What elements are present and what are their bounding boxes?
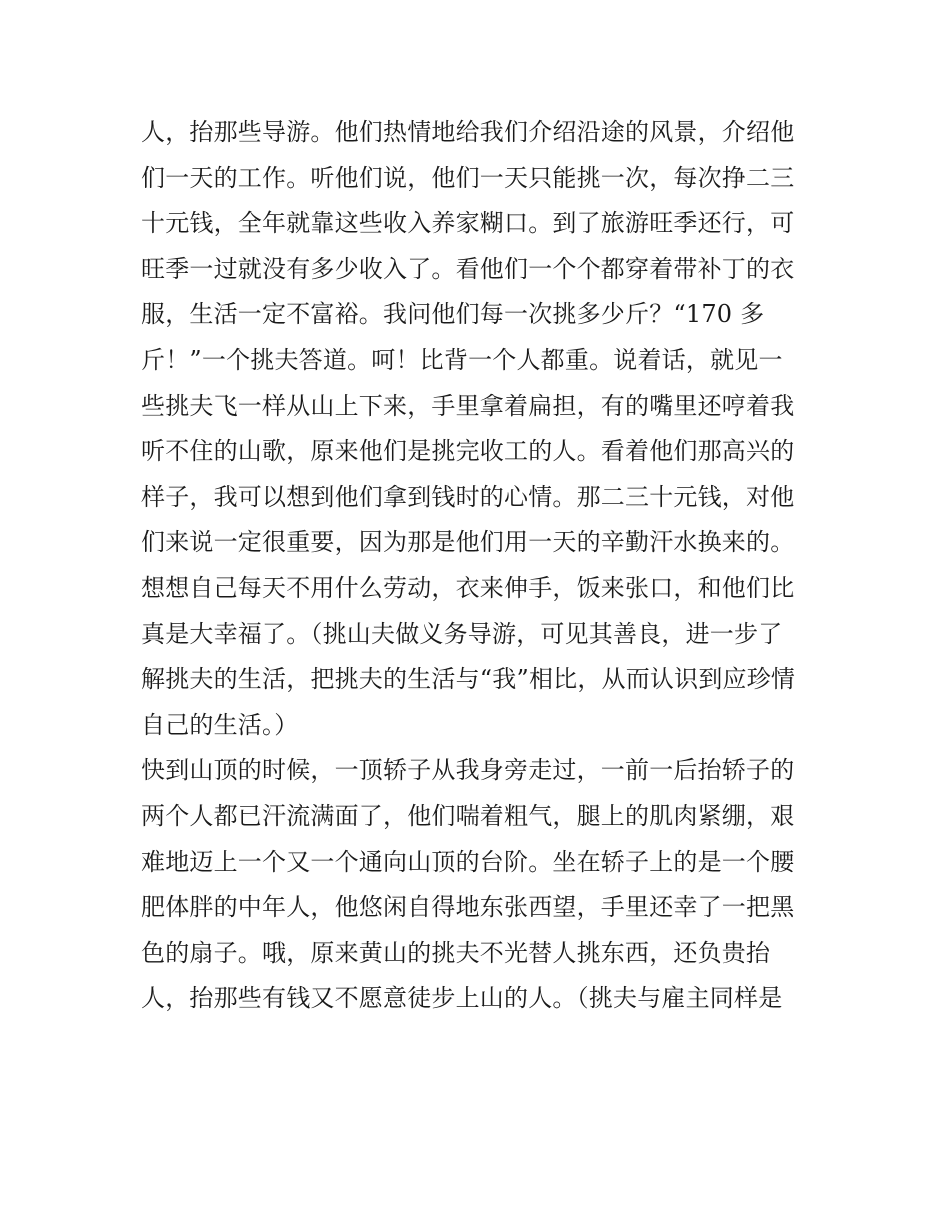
text-line: 服，生活一定不富裕。我问他们每一次挑多少斤？“170 多 — [141, 300, 765, 329]
text-line: 色的扇子。哦，原来黄山的挑夫不光替人挑东西，还负贵抬 — [141, 938, 771, 967]
text-line: 肥体胖的中年人，他悠闲自得地东张西望，手里还幸了一把黑 — [141, 893, 795, 922]
text-line: 们来说一定很重要，因为那是他们用一天的辛勤汗水换来的。 — [141, 528, 795, 557]
text-line: 听不住的山歌，原来他们是挑完收工的人。看着他们那高兴的 — [141, 437, 795, 466]
text-line: 快到山顶的时候，一顶轿子从我身旁走过，一前一后抬轿子的 — [141, 756, 795, 785]
text-line: 想想自己每天不用什么劳动，衣来伸手，饭来张口，和他们比 — [141, 573, 795, 602]
text-line: 解挑夫的生活，把挑夫的生活与“我”相比，从而认识到应珍情 — [141, 665, 796, 694]
text-line: 真是大幸福了。（挑山夫做义务导游，可见其善良，进一步了 — [141, 619, 783, 648]
text-line: 难地迈上一个又一个通向山顶的台阶。坐在轿子上的是一个腰 — [141, 847, 795, 876]
text-line: 自己的生活。） — [141, 710, 299, 739]
text-line: 人，抬那些有钱又不愿意徒步上山的人。（挑夫与雇主同样是 — [141, 984, 783, 1013]
text-line: 两个人都已汗流满面了，他们喘着粗气，腿上的肌肉紧绷，艰 — [141, 801, 795, 830]
text-line: 们一天的工作。听他们说，他们一天只能挑一次，每次挣二三 — [141, 163, 795, 192]
text-line: 十元钱，全年就靠这些收入养家糊口。到了旅游旺季还行，可 — [141, 209, 795, 238]
body-text — [141, 110, 821, 1022]
text-line: 些挑夫飞一样从山上下来，手里拿着扁担，有的嘴里还哼着我 — [141, 391, 795, 420]
text-line: 斤！”一个挑夫答道。呵！比背一个人都重。说着话，就见一 — [141, 345, 783, 374]
text-line: 样子，我可以想到他们拿到钱时的心情。那二三十元钱，对他 — [141, 482, 795, 511]
text-line: 旺季一过就没有多少收入了。看他们一个个都穿着带补丁的衣 — [141, 254, 795, 283]
text-line: 人，抬那些导游。他们热情地给我们介绍沿途的风景，介绍他 — [141, 118, 795, 146]
